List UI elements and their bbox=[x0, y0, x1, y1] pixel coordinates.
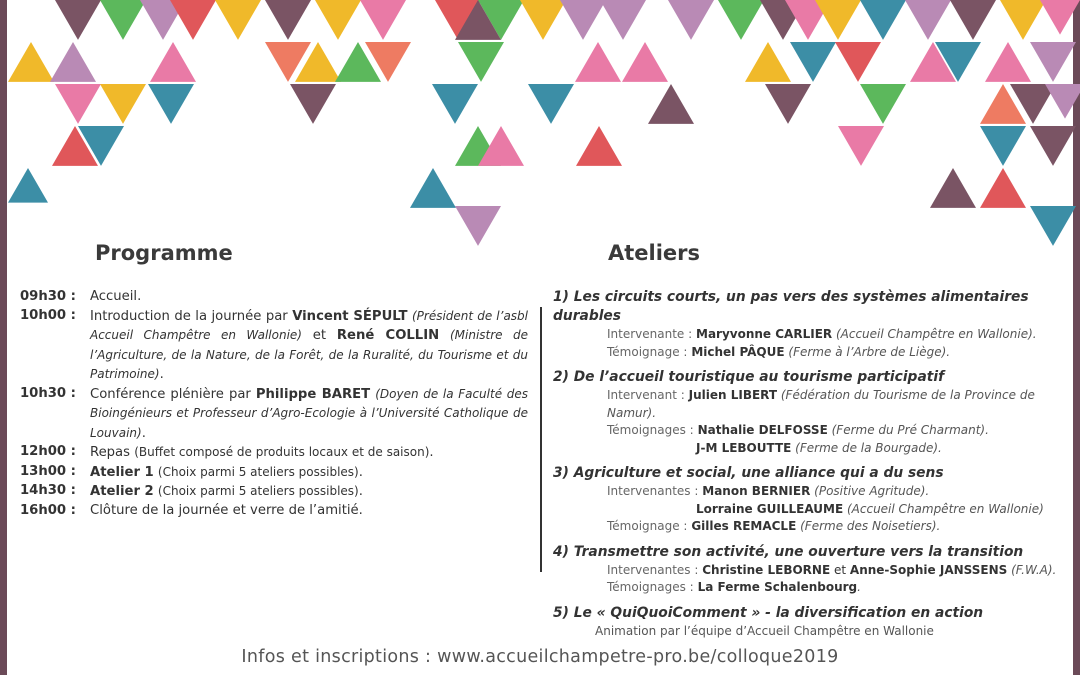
atelier-block bbox=[553, 464, 1063, 536]
decorative-triangle bbox=[718, 0, 764, 40]
programme-text: Atelier 1 (Choix parmi 5 ateliers possibles). bbox=[90, 464, 363, 480]
speaker-role: Intervenant : bbox=[607, 388, 685, 402]
atelier-title: 2) De l’accueil touristique au tourisme participatif bbox=[553, 369, 945, 385]
decorative-triangle bbox=[100, 0, 146, 40]
speaker-name: Nathalie DELFOSSE bbox=[697, 423, 828, 437]
decorative-triangle bbox=[170, 0, 216, 40]
decorative-triangle bbox=[148, 84, 194, 124]
decorative-triangle bbox=[315, 0, 361, 40]
decorative-triangle bbox=[50, 42, 96, 82]
programme-item bbox=[20, 463, 528, 483]
speaker-role: Intervenantes : bbox=[607, 562, 699, 577]
divider bbox=[540, 307, 542, 572]
speaker-org: (Ferme à l’Arbre de Liège). bbox=[788, 344, 951, 359]
programme-heading: Programme bbox=[95, 241, 233, 265]
atelier-note: Animation par l’équipe d’Accueil Champêtre en Wallonie bbox=[595, 623, 934, 638]
decorative-triangle bbox=[1030, 206, 1076, 246]
atelier-speaker-line bbox=[553, 440, 1063, 458]
decorative-triangle bbox=[668, 0, 714, 40]
programme-time: 14h30 : bbox=[20, 483, 76, 498]
speaker-name: Anne-Sophie JANSSENS bbox=[849, 562, 1008, 577]
speaker-name: Julien LIBERT bbox=[688, 388, 778, 402]
speaker-org: (Accueil Champêtre en Wallonie). bbox=[835, 327, 1037, 341]
speaker-role: Témoignage : bbox=[607, 344, 688, 359]
programme-item bbox=[20, 385, 528, 444]
atelier-block bbox=[553, 604, 1063, 641]
atelier-title: 3) Agriculture et social, une alliance qui a du sens bbox=[553, 465, 944, 481]
decorative-triangle bbox=[985, 42, 1031, 82]
decorative-triangle bbox=[100, 84, 146, 124]
atelier-speaker-line bbox=[553, 422, 1063, 440]
decorative-triangle bbox=[8, 168, 48, 203]
programme-time: 13h00 : bbox=[20, 463, 76, 479]
decorative-triangle bbox=[950, 0, 996, 40]
speaker-org: (Ferme des Noisetiers). bbox=[800, 519, 941, 533]
programme-text: Conférence plénière par Philippe BARET (Doyen de la Faculté des Bioingénieurs et Professeur d’Agro-Ecologie à l’Université Catholique de Louvain). bbox=[90, 386, 528, 441]
decorative-triangle bbox=[1000, 0, 1046, 40]
ateliers-list bbox=[553, 288, 1063, 647]
decorative-triangle bbox=[790, 42, 836, 82]
decorative-triangle bbox=[835, 42, 881, 82]
atelier-title: 4) Transmettre son activité, une ouverture vers la transition bbox=[553, 543, 1024, 560]
decorative-triangle bbox=[265, 0, 311, 40]
atelier-block bbox=[553, 543, 1063, 597]
decorative-triangle bbox=[1040, 0, 1080, 35]
decorative-triangle bbox=[410, 168, 456, 208]
atelier-speaker-line bbox=[553, 501, 1063, 519]
speaker-role: Intervenante : bbox=[607, 327, 693, 341]
decorative-triangle bbox=[528, 84, 574, 124]
atelier-block bbox=[553, 368, 1063, 457]
decorative-triangle bbox=[1030, 42, 1076, 82]
decorative-triangle bbox=[560, 0, 606, 40]
programme-time: 12h00 : bbox=[20, 444, 76, 459]
atelier-speaker-line bbox=[553, 344, 1063, 362]
speaker-name: Gilles REMACLE bbox=[691, 519, 797, 533]
decorative-triangle bbox=[745, 42, 791, 82]
decorative-triangle bbox=[520, 0, 566, 40]
infos-line: Infos et inscriptions : www.accueilchampetre-pro.be/colloque2019 bbox=[241, 647, 839, 667]
atelier-speaker-line: Intervenantes : Christine LEBORNE et Anne-Sophie JANSSENS (F.W.A). bbox=[607, 562, 1057, 577]
decorative-triangle bbox=[648, 84, 694, 124]
decorative-triangle bbox=[458, 42, 504, 82]
speaker-role: Témoignages : bbox=[607, 423, 694, 437]
decorative-triangle bbox=[622, 42, 668, 82]
programme-item bbox=[20, 288, 528, 307]
decorative-triangle bbox=[290, 84, 336, 124]
decorative-triangle bbox=[575, 42, 621, 82]
speaker-name: Lorraine GUILLEAUME bbox=[696, 501, 844, 516]
decorative-triangle bbox=[838, 126, 884, 166]
speaker-name: Manon BERNIER bbox=[702, 484, 811, 498]
speaker-org: (Fédération du Tourisme de la Province de Namur). bbox=[607, 388, 1035, 420]
decorative-triangle bbox=[8, 42, 54, 82]
programme-text: Atelier 2 (Choix parmi 5 ateliers possibles). bbox=[90, 484, 363, 499]
decorative-triangle bbox=[1030, 126, 1076, 166]
atelier-title: 5) Le « QuiQuoiComment » - la diversification en action bbox=[553, 604, 984, 621]
programme-list bbox=[20, 288, 528, 520]
speaker-org: (Ferme du Pré Charmant). bbox=[831, 423, 989, 437]
speaker-org: (Positive Agritude). bbox=[814, 484, 930, 498]
decorative-triangle bbox=[600, 0, 646, 40]
triangle-pattern bbox=[0, 0, 1080, 250]
programme-time: 09h30 : bbox=[20, 289, 76, 304]
speaker-role: Témoignages : bbox=[607, 580, 694, 594]
programme-item bbox=[20, 307, 528, 385]
programme-item bbox=[20, 443, 528, 463]
programme-item bbox=[20, 482, 528, 502]
decorative-triangle bbox=[215, 0, 261, 40]
speaker-name: J-M LEBOUTTE bbox=[696, 440, 792, 455]
decorative-triangle bbox=[980, 168, 1026, 208]
atelier-title: 1) Les circuits courts, un pas vers des systèmes alimentaires durables bbox=[553, 289, 1029, 324]
programme-time: 16h00 : bbox=[20, 502, 76, 518]
speaker-org: (Accueil Champêtre en Wallonie) bbox=[846, 501, 1044, 516]
programme-time: 10h00 : bbox=[20, 307, 76, 323]
speaker-name: Maryvonne CARLIER bbox=[696, 327, 833, 341]
decorative-triangle bbox=[1045, 84, 1080, 119]
decorative-triangle bbox=[765, 84, 811, 124]
decorative-triangle bbox=[815, 0, 861, 40]
speaker-name: Michel PÂQUE bbox=[691, 344, 785, 359]
decorative-triangle bbox=[980, 126, 1026, 166]
programme-time: 10h30 : bbox=[20, 385, 76, 401]
decorative-triangle bbox=[905, 0, 951, 40]
programme-text: Accueil. bbox=[90, 289, 142, 304]
speaker-name: La Ferme Schalenbourg bbox=[697, 580, 858, 594]
decorative-triangle bbox=[55, 84, 101, 124]
atelier-speaker-line bbox=[553, 483, 1063, 501]
decorative-triangle bbox=[860, 84, 906, 124]
decorative-triangle bbox=[860, 0, 906, 40]
atelier-speaker-line bbox=[553, 579, 1063, 597]
speaker-org: (Ferme de la Bourgade). bbox=[795, 440, 942, 455]
atelier-speaker-line bbox=[553, 326, 1063, 344]
speaker-org: (F.W.A). bbox=[1011, 562, 1057, 577]
speaker-org: . bbox=[857, 580, 861, 594]
programme-text: Repas (Buffet composé de produits locaux et de saison). bbox=[90, 445, 434, 460]
decorative-triangle bbox=[360, 0, 406, 40]
atelier-speaker-line bbox=[553, 387, 1063, 422]
decorative-triangle bbox=[455, 206, 501, 246]
atelier-speaker-line bbox=[553, 518, 1063, 536]
programme-item bbox=[20, 502, 528, 521]
decorative-triangle bbox=[150, 42, 196, 82]
speaker-name: Christine LEBORNE bbox=[702, 562, 831, 577]
ateliers-heading: Ateliers bbox=[608, 241, 701, 265]
speaker-role: Intervenantes : bbox=[607, 484, 699, 498]
decorative-triangle bbox=[55, 0, 101, 40]
atelier-block bbox=[553, 288, 1063, 361]
programme-text: Introduction de la journée par Vincent SÉPULT (Président de l’asbl Accueil Champêtre en Wallonie) et René COLLIN (Ministre de l’Agriculture, de la Nature, de la Forêt, de la Ruralité, du Tourisme et du Patrimoine). bbox=[90, 308, 529, 382]
decorative-triangle bbox=[930, 168, 976, 208]
programme-text: Clôture de la journée et verre de l’amitié. bbox=[90, 502, 363, 518]
decorative-triangle bbox=[432, 84, 478, 124]
decorative-triangle bbox=[576, 126, 622, 166]
speaker-role: Témoignage : bbox=[607, 519, 688, 533]
